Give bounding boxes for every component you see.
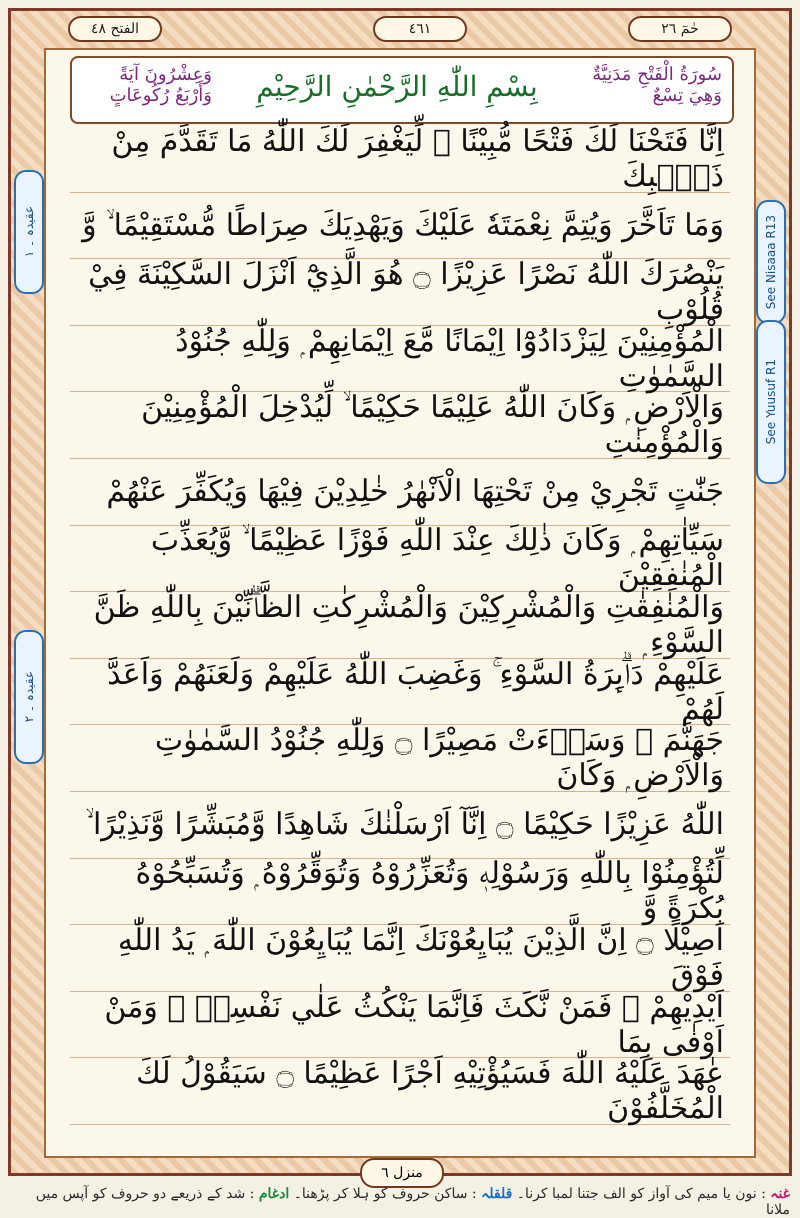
verse-line: اِنَّا فَتَحْنَا لَكَ فَتْحًا مُّبِيْنًا ۙ لِّيَغْفِرَ لَكَ اللّٰهُ مَا تَقَدَّمَ مِنْ ذَنْۢبِكَ [70,126,730,193]
verse-line: عٰهَدَ عَلَيْهُ اللّٰهَ فَسَيُؤْتِيْهِ اَجْرًا عَظِيْمًا ۝ سَيَقُوْلُ لَكَ الْمُخَلَّفُوْنَ [70,1058,730,1125]
qalqala-text: : ساکن حروف کو ہلا کر پڑھنا۔ [293,1186,477,1202]
idgham-label: ادغام [258,1186,290,1202]
verse-line: جَهَنَّمَ ۭ وَسَاۗءَتْ مَصِيْرًا ۝ وَلِلّٰهِ جُنُوْدُ السَّمٰوٰتِ وَالْاَرْضِ ۭ وَكَانَ [70,725,730,792]
surah-title-box [70,56,734,124]
verse-line: جَنّٰتٍ تَجْرِيْ مِنْ تَحْتِهَا الْاَنْهٰرُ خٰلِدِيْنَ فِيْهَا وَيُكَفِّرَ عَنْهُمْ [70,459,730,526]
verse-lines [70,123,730,1127]
title-right-text: سُورَةُ الْفَتْحِ مَدَنِيَّةٌ وَهِيَ تِسْعٌ [592,64,722,106]
verse-line: سَيِّاٰتِهِمْ ۭ وَكَانَ ذٰلِكَ عِنْدَ اللّٰهِ فَوْزًا عَظِيْمًا ۙ وَّيُعَذِّبَ الْمُنٰفِقِيْنَ [70,526,730,593]
page-number-pill: ٤٦١ [373,16,467,42]
manzil-pill: منزل ٦ [360,1158,444,1188]
verse-line: وَالْاَرْضِ ۭ وَكَانَ اللّٰهُ عَلِيْمًا حَكِيْمًا ۙ لِّيُدْخِلَ الْمُؤْمِنِيْنَ وَالْمُؤْمِنٰتِ [70,392,730,459]
verse-line: يَنْصُرَكَ اللّٰهُ نَصْرًا عَزِيْزًا ۝ هُوَ الَّذِيْٓ اَنْزَلَ السَّكِيْنَةَ فِيْ قُلُوْبِ [70,259,730,326]
idgham-text: : شد کے ذریعے دو حروف کو آپس میں ملانا [35,1186,790,1218]
ghunna-label: غنہ [770,1186,790,1202]
side-note-left-mid-text: عقيدہ ۔ ۲ [22,671,36,723]
verse-line: وَالْمُنٰفِقٰتِ وَالْمُشْرِكِيْنَ وَالْمُشْرِكٰتِ الظَّاۗنِّيْنَ بِاللّٰهِ ظَنَّ السَّوْءِ ۭ [70,592,730,659]
side-note-left-top [14,170,44,294]
surah-number-pill: الفتح ٤٨ [68,16,162,42]
verse-line: الْمُؤْمِنِيْنَ لِيَزْدَادُوْٓا اِيْمَانًا مَّعَ اِيْمَانِهِمْ ۭ وَلِلّٰهِ جُنُوْدُ السَّمٰوٰتِ [70,326,730,393]
verse-line: اللّٰهُ عَزِيْزًا حَكِيْمًا ۝ اِنَّآ اَرْسَلْنٰكَ شَاهِدًا وَّمُبَشِّرًا وَّنَذِيْرًا ۙ [70,792,730,859]
verse-line: اَصِيْلًا ۝ اِنَّ الَّذِيْنَ يُبَايِعُوْنَكَ اِنَّمَا يُبَايِعُوْنَ اللّٰهَ ۭ يَدُ اللّٰهِ فَوْقَ [70,925,730,992]
title-left-text: وَعِشْرُونَ آيَةً وَأَرْبَعُ رُكُوعَاتٍ [109,64,212,106]
juz-pill: حٰمٓ ٢٦ [628,16,732,42]
side-note-left-mid [14,630,44,764]
bismillah: بِسْمِ اللّٰهِ الرَّحْمٰنِ الرَّحِيْمِ [256,70,538,103]
verse-line: لِّتُؤْمِنُوْا بِاللّٰهِ وَرَسُوْلِهٖ وَتُعَزِّرُوْهُ وَتُوَقِّرُوْهُ ۭ وَتُسَبِّحُوْهُ بُكْرَةً وَّ [70,859,730,926]
qalqala-label: قلقلہ [481,1186,513,1202]
verse-line: وَمَا تَاَخَّرَ وَيُتِمَّ نِعْمَتَهٗ عَلَيْكَ وَيَهْدِيَكَ صِرَاطًا مُّسْتَقِيْمًا ۙ وَّ [70,193,730,260]
tajweed-legend [10,1186,790,1218]
page-header [58,14,742,42]
side-note-right-top-text: See Nisaaa R13 [764,214,778,310]
side-note-right-mid [756,320,786,484]
verse-line: اَيْدِيْهِمْ ۚ فَمَنْ نَّكَثَ فَاِنَّمَا يَنْكُثُ عَلٰي نَفْسِهٖ ۚ وَمَنْ اَوْفٰى بِمَا [70,992,730,1059]
side-note-left-top-text: عقيدہ ۔ ۱ [22,206,36,258]
side-note-right-top [756,200,786,324]
verse-line: عَلَيْهِمْ دَاۗىِٕرَةُ السَّوْءِ ۚ وَغَضِبَ اللّٰهُ عَلَيْهِمْ وَلَعَنَهُمْ وَاَعَدَّ لَهُمْ [70,659,730,726]
side-note-right-mid-text: See Yuusuf R1 [764,359,778,445]
ghunna-text: : نون یا میم کی آواز کو الف جتنا لمبا کرنا۔ [516,1186,766,1202]
